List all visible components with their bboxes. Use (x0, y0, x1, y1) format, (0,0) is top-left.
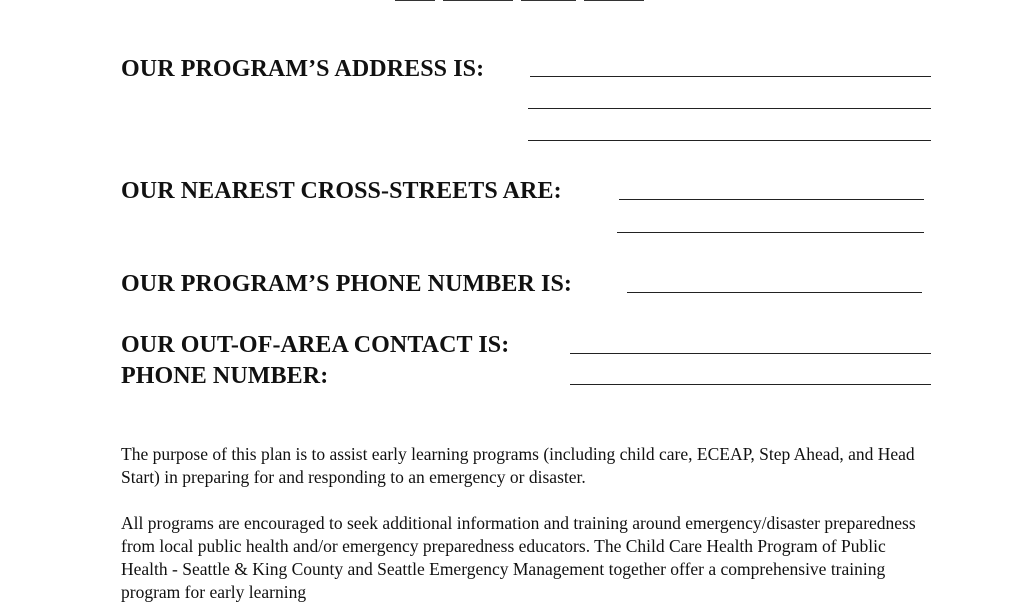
contact-label: OUR OUT-OF-AREA CONTACT IS: (121, 332, 510, 358)
address-label: OUR PROGRAM’S ADDRESS IS: (121, 56, 485, 82)
address-line-2[interactable] (528, 108, 931, 109)
contact-line[interactable] (570, 353, 931, 354)
cross-streets-line-1[interactable] (619, 199, 924, 200)
address-line-3[interactable] (528, 140, 931, 141)
training-paragraph: All programs are encouraged to seek additional information and training around emergency/disaster preparedness from local public health and/or emergency preparedness educators. The Child Care Health Program of Public Health - Seattle & King County and Seattle Emergency Management together offer a comprehensive training program for early learning (121, 513, 916, 602)
phone-line[interactable] (627, 292, 922, 293)
purpose-paragraph: The purpose of this plan is to assist early learning programs (including child care, ECEAP, Step Ahead, and Head Start) in preparing for and responding to an emergency or disaster. (121, 444, 915, 487)
address-line-1[interactable] (530, 76, 931, 77)
contact-phone-line[interactable] (570, 384, 931, 385)
contact-phone-label: PHONE NUMBER: (121, 363, 329, 389)
cross-streets-line-2[interactable] (617, 232, 924, 233)
cross-streets-label: OUR NEAREST CROSS-STREETS ARE: (121, 178, 562, 204)
phone-label: OUR PROGRAM’S PHONE NUMBER IS: (121, 271, 572, 297)
cropped-heading-fragment (395, 0, 655, 2)
